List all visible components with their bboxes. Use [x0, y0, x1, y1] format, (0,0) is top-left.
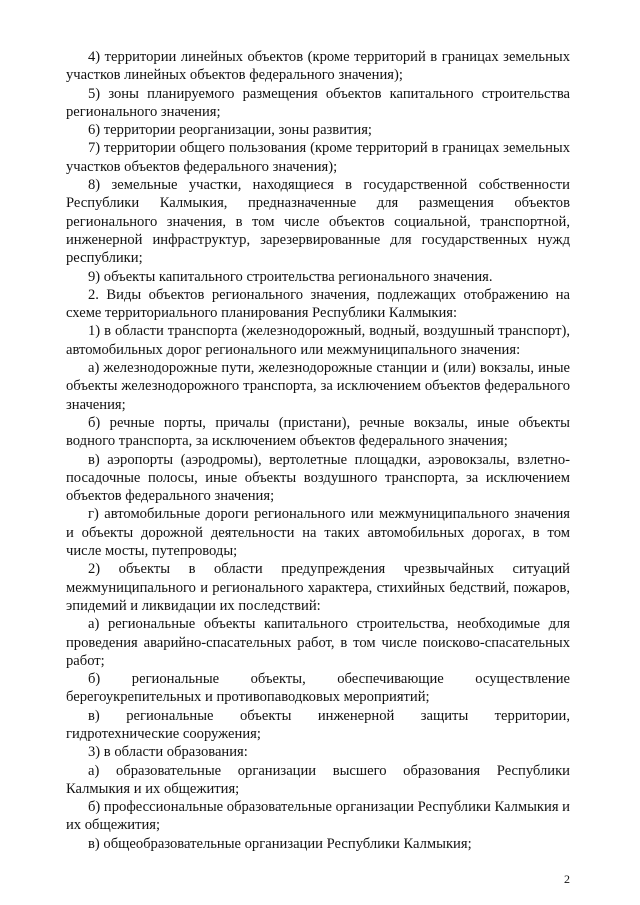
- paragraph-item-6: 6) территории реорганизации, зоны развития;: [88, 122, 372, 139]
- paragraph-item-4: 4) территории линейных объектов (кроме территорий в границах земельных участков линейных объектов федерального значения);: [66, 49, 570, 84]
- paragraph-item-8: 8) земельные участки, находящиеся в государственной собственности Республики Калмыкия, предназначенные для размещения объектов регионального значения, в том числе объектов социальной, транспортной, инженерной инфраструктур, зарезервированные для государственных нужд республики;: [66, 177, 570, 267]
- paragraph-item-5: 5) зоны планируемого размещения объектов капитального строительства регионального значения;: [66, 85, 570, 120]
- education-item-v: в) общеобразовательные организации Республики Калмыкия;: [88, 835, 472, 852]
- page-number: 2: [564, 872, 570, 886]
- transport-heading: 1) в области транспорта (железнодорожный, водный, воздушный транспорт), автомобильных дорог регионального или межмуниципального значения:: [66, 323, 570, 358]
- transport-item-g: г) автомобильные дороги регионального или межмуниципального значения и объекты дорожной деятельности на таких автомобильных дорогах, в том числе мосты, путепроводы;: [66, 506, 570, 560]
- emergency-item-b: б) региональные объекты, обеспечивающие осуществление берегоукрепительных и противопаводковых мероприятий;: [66, 671, 570, 706]
- document-body: [66, 48, 570, 853]
- transport-item-a: а) железнодорожные пути, железнодорожные станции и (или) вокзалы, иные объекты железнодорожного транспорта, за исключением объектов федерального значения;: [66, 360, 570, 413]
- paragraph-item-7: 7) территории общего пользования (кроме территорий в границах земельных участков объектов федерального значения);: [66, 140, 570, 175]
- emergency-item-a: а) региональные объекты капитального строительства, необходимые для проведения аварийно-спасательных работ, в том числе поисково-спасательных работ;: [66, 616, 570, 669]
- education-item-b: б) профессиональные образовательные организации Республики Калмыкия и их общежития;: [66, 799, 570, 834]
- education-item-a: а) образовательные организации высшего образования Республики Калмыкия и их общежития;: [66, 762, 570, 797]
- transport-item-v: в) аэропорты (аэродромы), вертолетные площадки, аэровокзалы, взлетно-посадочные полосы, иные объекты воздушного транспорта, за исключением объектов федерального значения;: [66, 451, 570, 505]
- transport-item-b: б) речные порты, причалы (пристани), речные вокзалы, иные объекты водного транспорта, за исключением объектов федерального значения;: [66, 414, 570, 450]
- education-heading: 3) в области образования:: [88, 744, 248, 761]
- paragraph-item-9: 9) объекты капитального строительства регионального значения.: [88, 268, 493, 285]
- emergency-item-v: в) региональные объекты инженерной защиты территории, гидротехнические сооружения;: [66, 707, 570, 742]
- section-2-heading: 2. Виды объектов регионального значения, подлежащих отображению на схеме территориального планирования Республики Калмыкия:: [66, 286, 570, 322]
- emergency-heading: 2) объекты в области предупреждения чрезвычайных ситуаций межмуниципального и регионального характера, стихийных бедствий, пожаров, эпидемий и ликвидации их последствий:: [66, 561, 570, 614]
